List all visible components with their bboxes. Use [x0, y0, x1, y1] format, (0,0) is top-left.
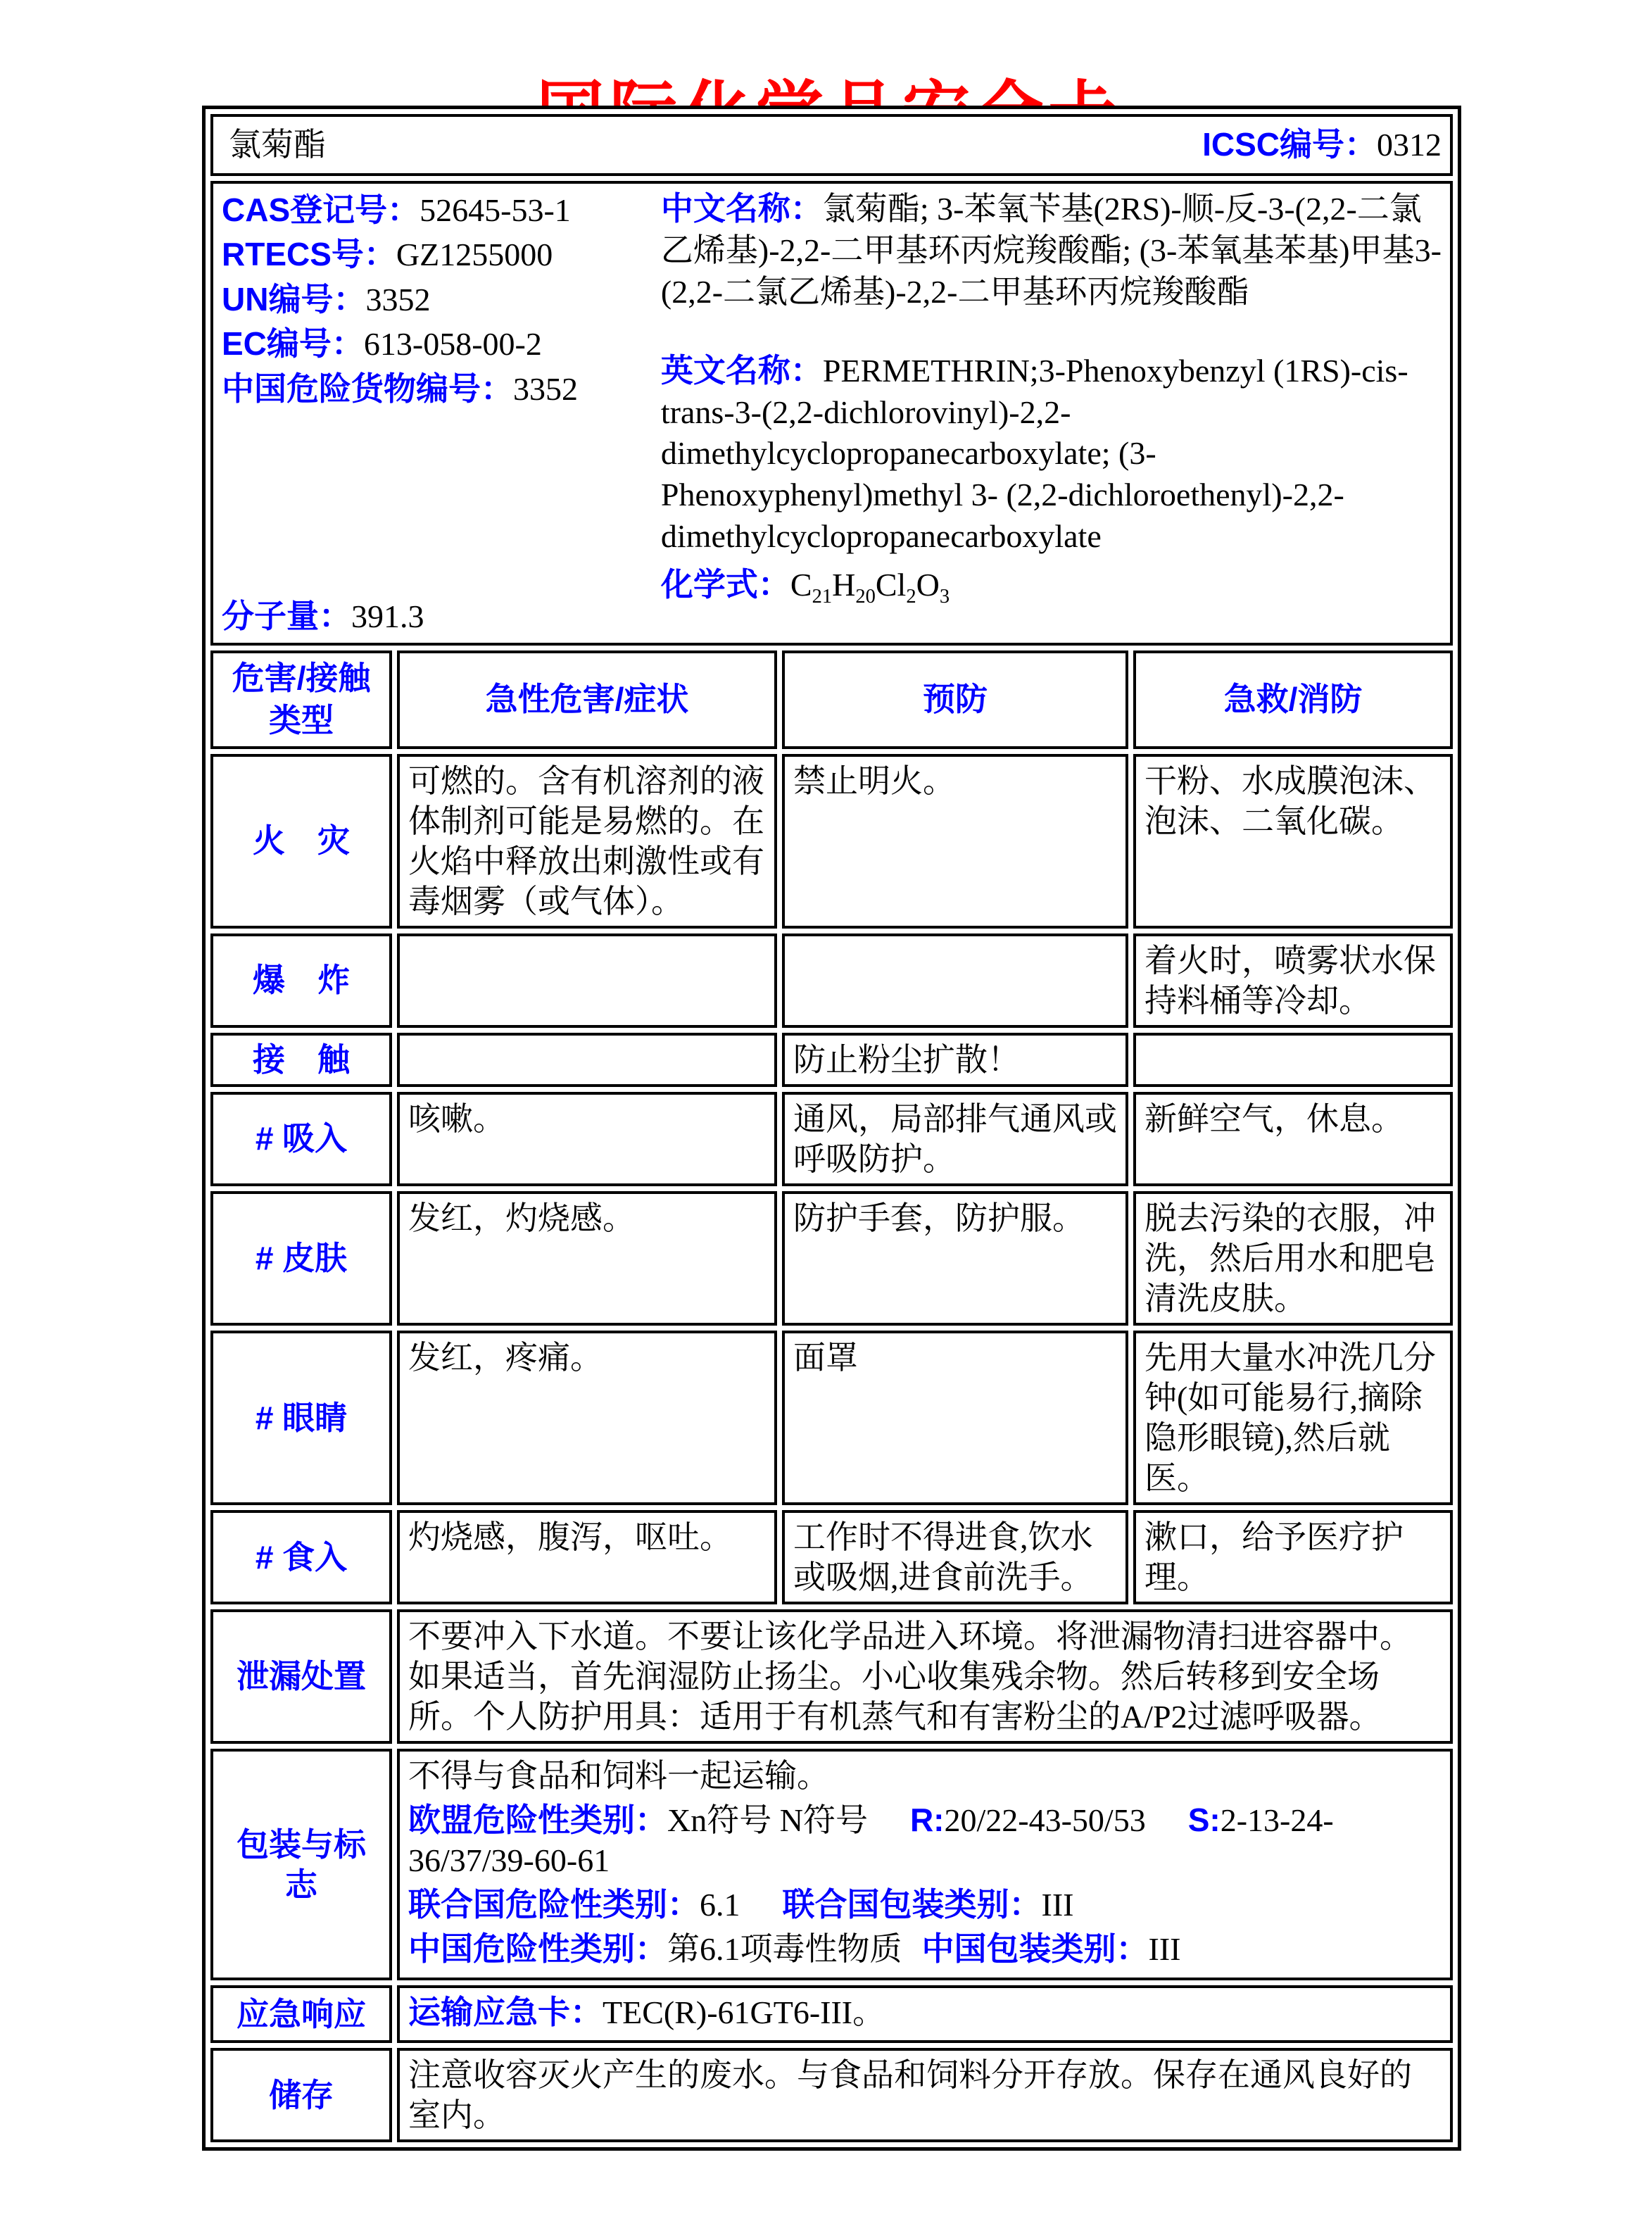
row-label-inhalation: # 吸入: [210, 1092, 392, 1186]
molecular-weight: 分子量：391.3: [222, 597, 424, 634]
inhalation-prevention: 通风，局部排气通风或呼吸防护。: [782, 1092, 1128, 1186]
ec-number: EC编号：613-058-00-2: [222, 325, 542, 363]
explosion-symptoms: [397, 933, 777, 1028]
contact-symptoms: [397, 1033, 777, 1087]
eu-hazard-class: 欧盟危险性类别：Xn符号 N符号 R:20/22-43-50/53 S:2-13-24-36/37/39-60-61: [408, 1802, 1334, 1879]
row-label-ingestion: # 食入: [210, 1510, 392, 1604]
storage-text: 注意收容灭火产生的废水。与食品和饲料分开存放。保存在通风良好的室内。: [397, 2048, 1453, 2142]
packaging-row: [210, 1749, 1453, 1980]
english-name: 英文名称：PERMETHRIN;3-Phenoxybenzyl (1RS)-cis-trans-3-(2,2-dichlorovinyl)-2,2-dimethylcyclopropanecarboxylate; (3-Phenoxyphenyl)methyl 3- (2,2-dichloroethenyl)-2,2-dimethylcyclopropanecarboxylate: [660, 351, 1408, 555]
packaging-transport-note: 不得与食品和饲料一起运输。: [408, 1758, 829, 1794]
substance-name: 氯菊酯: [229, 127, 326, 163]
storage-row: [210, 2048, 1453, 2142]
hazard-row-explosion: [210, 933, 1453, 1028]
skin-response: 脱去污染的衣服，冲洗，然后用水和肥皂清洗皮肤。: [1133, 1191, 1453, 1326]
skin-symptoms: 发红，灼烧感。: [397, 1191, 777, 1326]
hazard-row-inhalation: [210, 1092, 1453, 1186]
row-label-skin: # 皮肤: [210, 1191, 392, 1326]
hazard-row-fire: [210, 754, 1453, 929]
emergency-row: [210, 1985, 1453, 2043]
row-label-explosion: 爆 炸: [210, 933, 392, 1028]
card-header-row: [210, 114, 1453, 176]
eyes-symptoms: 发红，疼痛。: [397, 1331, 777, 1505]
un-number: UN编号：3352: [222, 280, 431, 318]
row-label-eyes: # 眼睛: [210, 1331, 392, 1505]
hazard-row-skin: [210, 1191, 1453, 1326]
header-acute-symptoms: 急性危害/症状: [397, 650, 777, 749]
safety-card-table: [202, 106, 1461, 2151]
identification-row: [210, 181, 1453, 646]
spill-row: [210, 1609, 1453, 1744]
icsc-number-value: 0312: [1377, 127, 1442, 163]
transport-card-label: 运输应急卡：: [408, 1994, 603, 2031]
header-hazard-type: 危害/接触 类型: [210, 650, 392, 749]
inhalation-response: 新鲜空气，休息。: [1133, 1092, 1453, 1186]
eyes-prevention: 面罩: [782, 1331, 1128, 1505]
identifier-list: [222, 188, 661, 639]
storage-label: 储存: [210, 2048, 392, 2142]
china-dg-number: 中国危险货物编号：3352: [222, 370, 578, 407]
ingestion-prevention: 工作时不得进食,饮水或吸烟,进食前洗手。: [782, 1510, 1128, 1604]
chemical-formula: 化学式：$C_{21}H_{20}Cl_2O_3$: [660, 566, 950, 608]
spill-text: 不要冲入下水道。不要让该化学品进入环境。将泄漏物清扫进容器中。如果适当，首先润湿防止扬尘。小心收集残余物。然后转移到安全场所。个人防护用具：适用于有机蒸气和有害粉尘的A/P2过滤呼吸器。: [397, 1609, 1453, 1744]
explosion-response: 着火时，喷雾状水保持料桶等冷却。: [1133, 933, 1453, 1028]
transport-card-value: TEC(R)-61GT6-III。: [603, 1994, 885, 2031]
hazard-header-row: [210, 650, 1453, 749]
eyes-response: 先用大量水冲洗几分钟(如可能易行,摘除隐形眼镜),然后就医。: [1133, 1331, 1453, 1505]
ingestion-response: 漱口，给予医疗护理。: [1133, 1510, 1453, 1604]
fire-prevention: 禁止明火。: [782, 754, 1128, 929]
row-label-fire: 火 灾: [210, 754, 392, 929]
icsc-number-label: ICSC编号：: [1202, 126, 1377, 163]
un-classes: 联合国危险性类别：6.1 联合国包装类别：III: [408, 1886, 1074, 1923]
fire-symptoms: 可燃的。含有机溶剂的液体制剂可能是易燃的。在火焰中释放出刺激性或有毒烟雾（或气体）。: [397, 754, 777, 929]
chinese-name: 中文名称：氯菊酯; 3-苯氧苄基(2RS)-顺-反-3-(2,2-二氯乙烯基)-2,2-二甲基环丙烷羧酸酯; (3-苯氧基苯基)甲基3-(2,2-二氯乙烯基)-2,2-二甲基环丙烷羧酸酯: [660, 190, 1442, 310]
explosion-prevention: [782, 933, 1128, 1028]
skin-prevention: 防护手套，防护服。: [782, 1191, 1128, 1326]
cas-number: CAS登记号：52645-53-1: [222, 191, 571, 228]
hazard-row-ingestion: [210, 1510, 1453, 1604]
emergency-label: 应急响应: [210, 1985, 392, 2043]
packaging-label: 包装与标志: [210, 1749, 392, 1980]
spill-label: 泄漏处置: [210, 1609, 392, 1744]
chemical-formula-value: $C_{21}H_{20}Cl_2O_3$: [790, 567, 950, 608]
row-label-contact: 接 触: [210, 1033, 392, 1087]
ingestion-symptoms: 灼烧感，腹泻，呕吐。: [397, 1510, 777, 1604]
contact-response: [1133, 1033, 1453, 1087]
packaging-content: [397, 1749, 1453, 1980]
inhalation-symptoms: 咳嗽。: [397, 1092, 777, 1186]
name-block: [661, 188, 1442, 639]
hazard-row-eyes: [210, 1331, 1453, 1505]
header-prevention: 预防: [782, 650, 1128, 749]
emergency-content: [397, 1985, 1453, 2043]
china-classes: 中国危险性类别：第6.1项毒性物质 中国包装类别：III: [408, 1930, 1181, 1968]
rtecs-number: RTECS号：GZ1255000: [222, 236, 553, 273]
header-first-aid: 急救/消防: [1133, 650, 1453, 749]
icsc-number: [1202, 125, 1442, 165]
hazard-row-contact: [210, 1033, 1453, 1087]
contact-prevention: 防止粉尘扩散！: [782, 1033, 1128, 1087]
fire-response: 干粉、水成膜泡沫、泡沫、二氧化碳。: [1133, 754, 1453, 929]
